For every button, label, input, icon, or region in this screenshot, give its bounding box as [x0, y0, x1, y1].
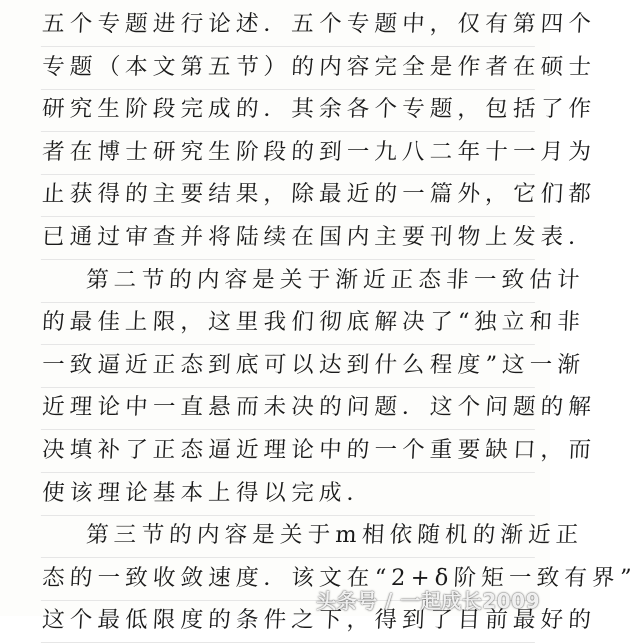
text-line-13: 第三节的内容是关于m相依随机的渐近正: [41, 515, 537, 558]
text-line-11: 决填补了正态逼近理论中的一个重要缺口，而: [41, 430, 537, 473]
text-line-1: 五个专题进行论述．五个专题中，仅有第四个: [41, 4, 537, 47]
text-line-6: 已通过审查并将陆续在国内主要刊物上发表．: [41, 217, 537, 260]
text-line-4: 者在博士研究生阶段的到一九八二年十一月为: [41, 132, 537, 175]
text-line-15: 这个最低限度的条件之下，得到了目前最好的: [41, 600, 537, 643]
watermark-text: 头条号 / 一起成长2009: [316, 589, 540, 613]
text-line-12: 使该理论基本上得以完成．: [41, 473, 537, 516]
text-line-14: 态的一致收敛速度．该文在“2+δ阶矩一致有界”: [41, 558, 537, 601]
text-line-10: 近理论中一直悬而未决的问题．这个问题的解: [41, 387, 537, 430]
text-line-2: 专题（本文第五节）的内容完全是作者在硕士: [41, 47, 537, 90]
text-line-9: 一致逼近正态到底可以达到什么程度”这一渐: [41, 345, 537, 388]
text-line-7: 第二节的内容是关于渐近正态非一致估计: [41, 260, 537, 303]
text-line-3: 研究生阶段完成的．其余各个专题，包括了作: [41, 89, 537, 132]
text-line-5: 止获得的主要结果，除最近的一篇外，它们都: [41, 174, 537, 217]
text-line-8: 的最佳上限，这里我们彻底解决了“独立和非: [41, 302, 537, 345]
